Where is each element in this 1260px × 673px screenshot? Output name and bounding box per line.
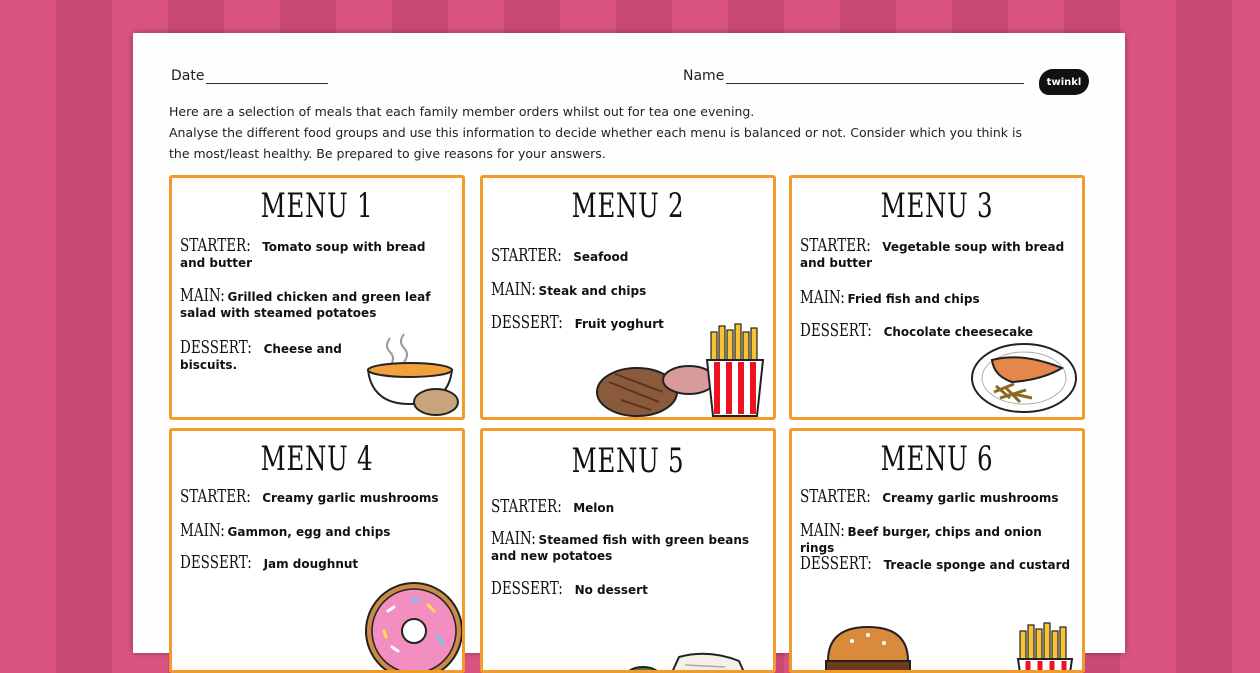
dessert-label: DESSERT:: [800, 553, 872, 574]
dessert-text: Chocolate cheesecake: [883, 325, 1033, 339]
starter-row: [180, 235, 454, 271]
main-text: Grilled chicken and green leaf salad with steamed potatoes: [180, 290, 431, 320]
soup-bowl-icon: [362, 330, 462, 420]
starter-label: STARTER:: [800, 486, 871, 507]
menu-card-3: [789, 175, 1085, 420]
dessert-text: Jam doughnut: [263, 557, 359, 571]
main-text: Steamed fish with green beans and new potatoes: [491, 533, 750, 563]
menu-card-4: [169, 428, 465, 673]
name-line: [726, 69, 1024, 84]
starter-text: Seafood: [573, 250, 629, 264]
instructions-line-2: Analyse the different food groups and use this information to decide whether each menu is balanced or not. Consider which you think is: [169, 125, 1022, 140]
menu-card-2: [480, 175, 776, 420]
main-label: MAIN:: [800, 520, 845, 541]
starter-row: [800, 235, 1074, 271]
main-label: MAIN:: [491, 528, 536, 549]
steamed-fish-icon: [613, 639, 773, 673]
dessert-text: Fruit yoghurt: [574, 317, 664, 331]
name-field[interactable]: [683, 68, 1024, 84]
dessert-row: [180, 552, 454, 573]
main-text: Beef burger, chips and onion rings: [800, 525, 1042, 555]
steak-and-chips-icon: [591, 320, 775, 420]
doughnut-icon: [358, 571, 462, 671]
instructions-line-1: Here are a selection of meals that each family member orders whilst out for tea one evening.: [169, 104, 755, 119]
menu-title: MENU 4: [260, 439, 374, 479]
fish-and-chips-plate-icon: [970, 340, 1080, 420]
starter-label: STARTER:: [800, 235, 871, 256]
dessert-label: DESSERT:: [800, 320, 872, 341]
date-label: Date: [171, 68, 205, 84]
dessert-text: Cheese and biscuits.: [180, 342, 342, 372]
starter-row: [491, 245, 765, 266]
starter-text: Creamy garlic mushrooms: [262, 491, 439, 505]
dessert-text: No dessert: [574, 583, 648, 597]
menu-card-6: [789, 428, 1085, 673]
main-label: MAIN:: [180, 520, 225, 541]
dessert-label: DESSERT:: [180, 337, 252, 358]
date-field[interactable]: [171, 68, 328, 84]
main-row: [800, 520, 1074, 556]
dessert-row: [800, 320, 1074, 341]
dessert-row: [180, 337, 370, 373]
main-row: [491, 279, 765, 300]
burger-and-chips-icon: [822, 621, 1084, 673]
dessert-row: [800, 553, 1074, 574]
starter-label: STARTER:: [491, 245, 562, 266]
main-row: [180, 285, 454, 321]
menu-title: MENU 2: [571, 186, 685, 226]
instructions: [169, 101, 1099, 164]
main-row: [800, 287, 1074, 308]
dessert-label: DESSERT:: [491, 578, 563, 599]
dessert-label: DESSERT:: [180, 552, 252, 573]
worksheet: [133, 33, 1125, 653]
date-line: [206, 69, 328, 84]
main-text: Fried fish and chips: [847, 292, 980, 306]
starter-row: [800, 486, 1074, 507]
starter-text: Melon: [573, 501, 615, 515]
dessert-label: DESSERT:: [491, 312, 563, 333]
main-row: [180, 520, 454, 541]
dessert-row: [491, 578, 765, 599]
menu-title: MENU 1: [260, 186, 374, 226]
menu-card-5: [480, 428, 776, 673]
starter-row: [491, 496, 765, 517]
main-text: Steak and chips: [538, 284, 647, 298]
starter-label: STARTER:: [180, 235, 251, 256]
starter-text: Vegetable soup with bread and butter: [800, 240, 1065, 270]
starter-text: Creamy garlic mushrooms: [882, 491, 1059, 505]
starter-label: STARTER:: [180, 486, 251, 507]
twinkl-logo: twinkl: [1039, 69, 1089, 95]
menu-title: MENU 3: [880, 186, 994, 226]
menu-title: MENU 6: [880, 439, 994, 479]
menu-card-1: [169, 175, 465, 420]
instructions-line-3: the most/least healthy. Be prepared to give reasons for your answers.: [169, 146, 606, 161]
dessert-text: Treacle sponge and custard: [883, 558, 1071, 572]
main-label: MAIN:: [800, 287, 845, 308]
main-label: MAIN:: [491, 279, 536, 300]
name-label: Name: [683, 68, 725, 84]
starter-label: STARTER:: [491, 496, 562, 517]
starter-row: [180, 486, 454, 507]
menu-title: MENU 5: [571, 441, 685, 481]
main-text: Gammon, egg and chips: [227, 525, 391, 539]
main-label: MAIN:: [180, 285, 225, 306]
starter-text: Tomato soup with bread and butter: [180, 240, 426, 270]
main-row: [491, 528, 765, 564]
